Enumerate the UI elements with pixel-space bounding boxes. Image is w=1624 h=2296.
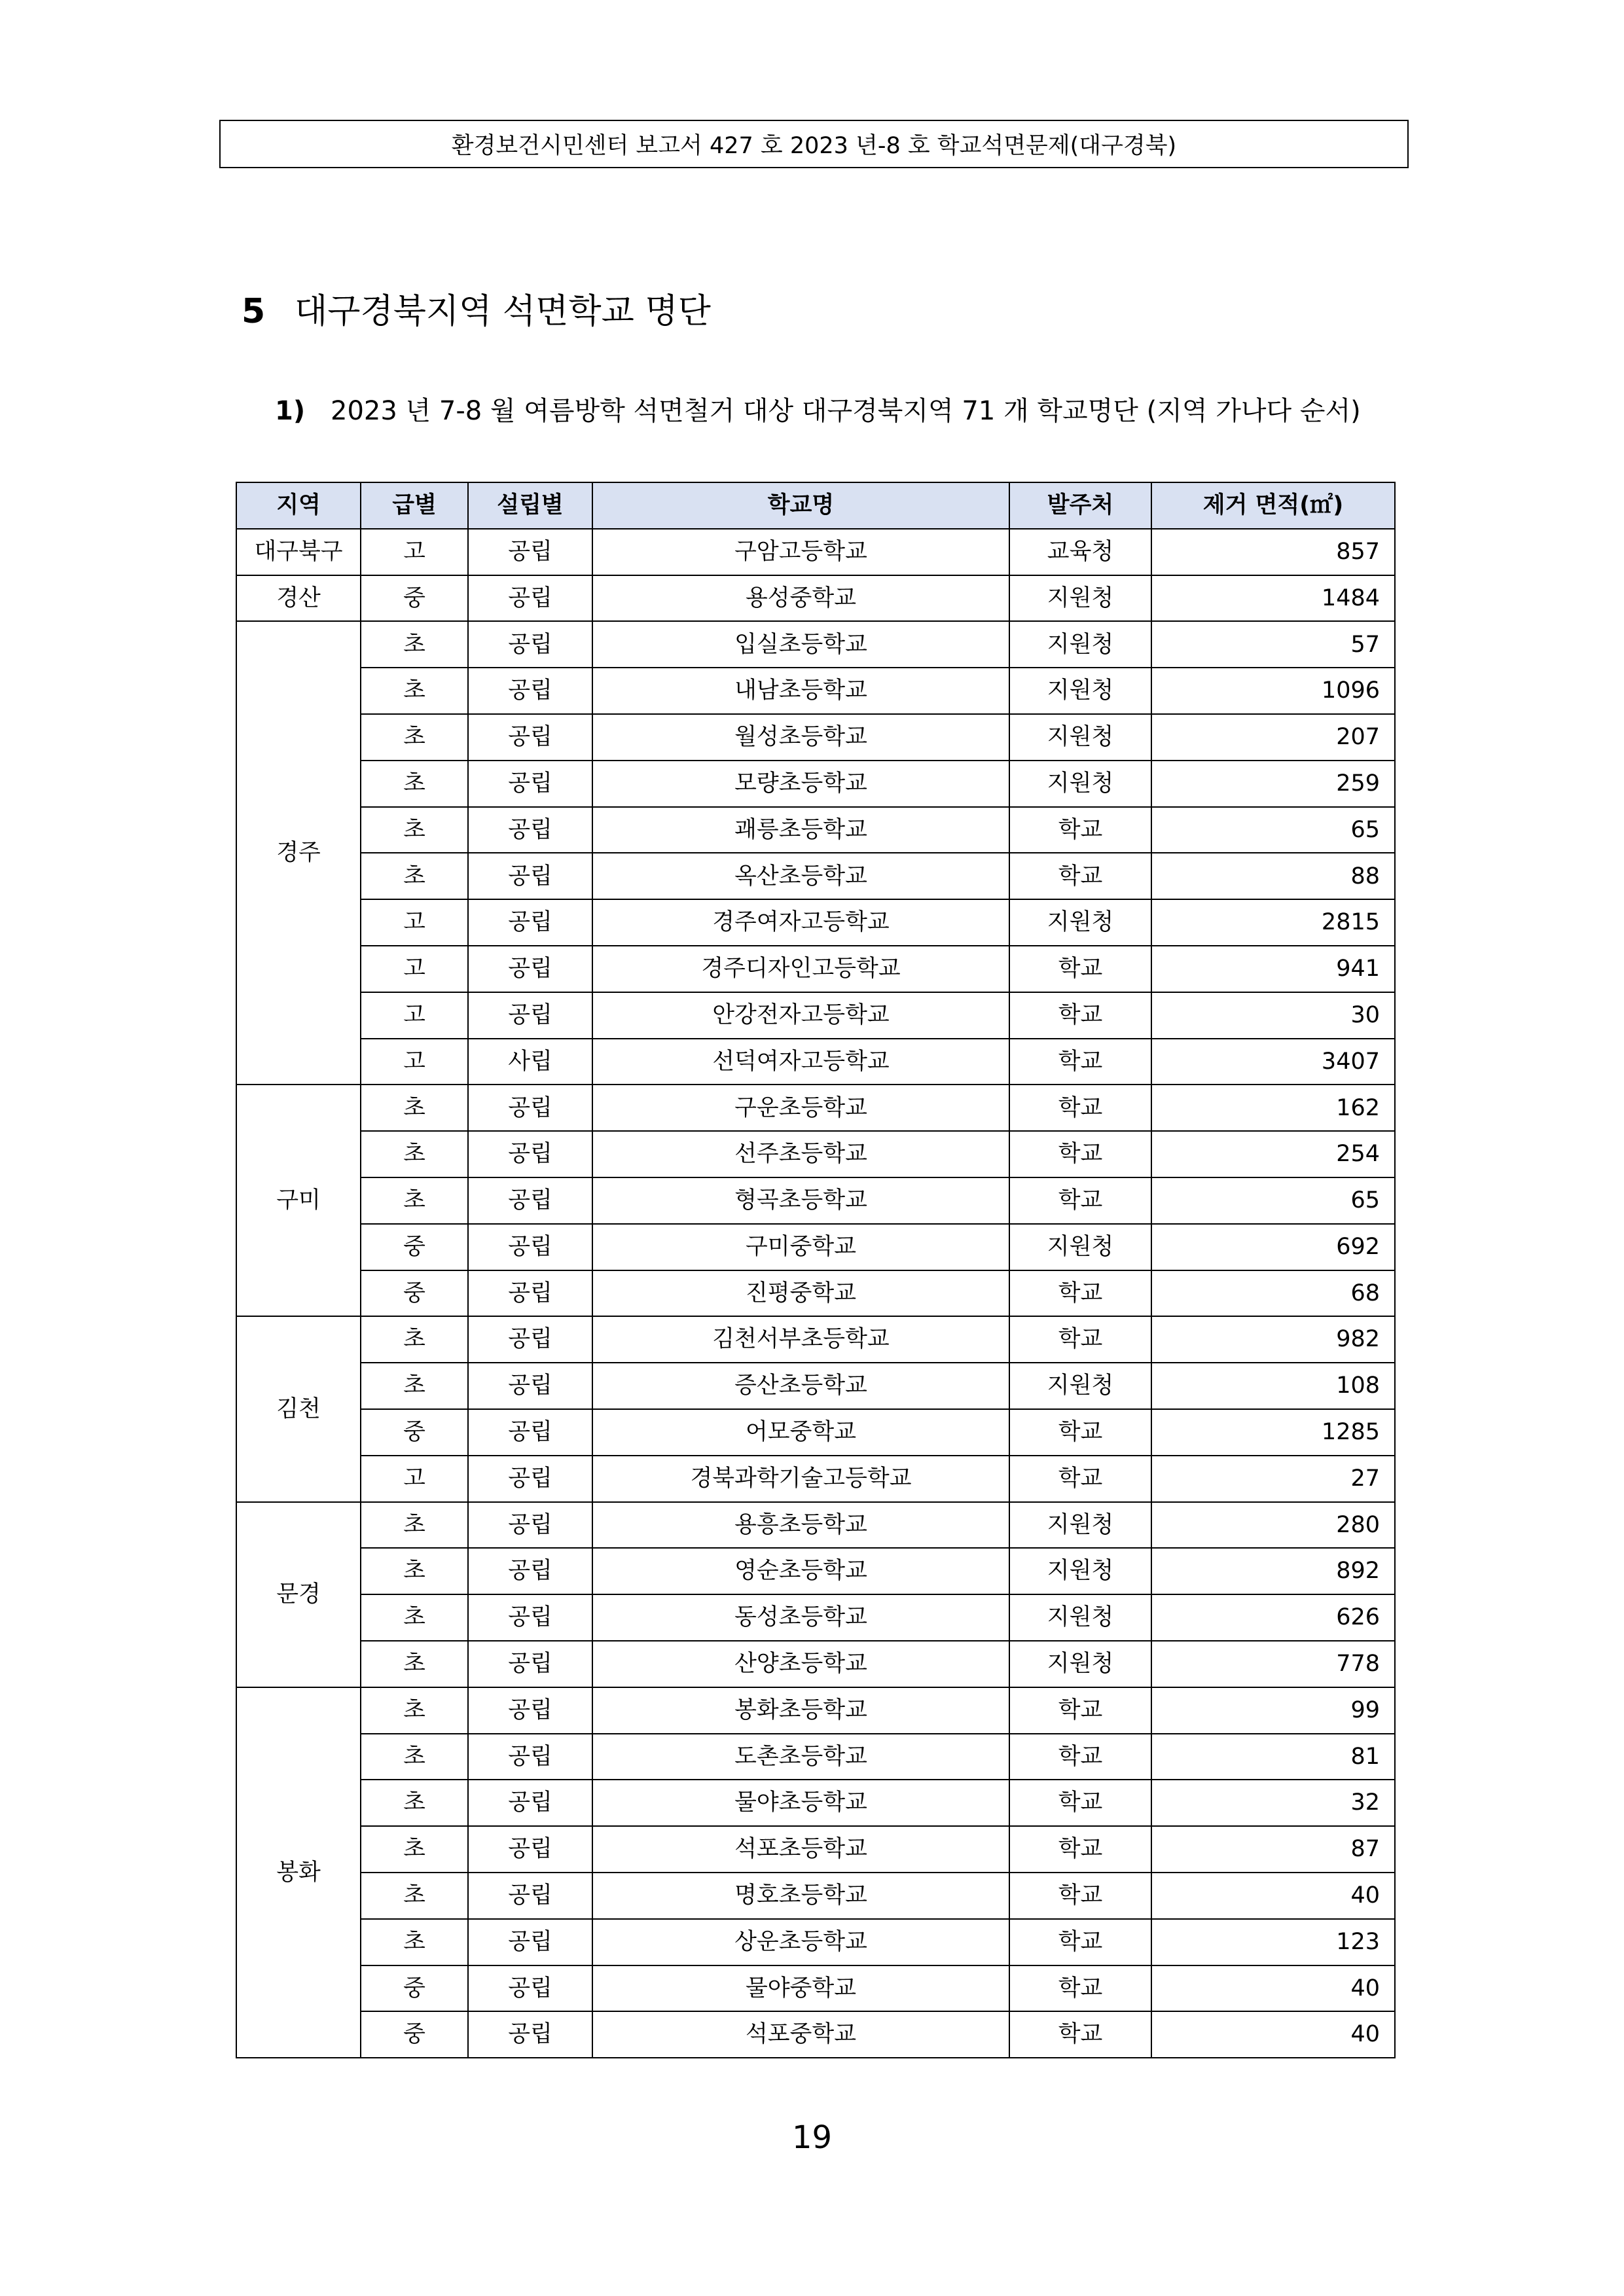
region-cell: 경주 <box>236 621 361 1085</box>
level-cell: 고 <box>361 899 468 946</box>
school-name-cell: 산양초등학교 <box>592 1641 1009 1687</box>
area-cell: 941 <box>1151 946 1395 992</box>
founding-cell: 공립 <box>468 1919 592 1965</box>
table-row <box>236 761 1395 807</box>
region-cell: 구미 <box>236 1085 361 1316</box>
founding-cell: 사립 <box>468 1039 592 1085</box>
school-name-cell: 경주디자인고등학교 <box>592 946 1009 992</box>
orderer-cell: 지원청 <box>1009 899 1151 946</box>
table-row <box>236 1826 1395 1873</box>
table-row <box>236 1734 1395 1780</box>
table-row <box>236 1641 1395 1687</box>
orderer-cell: 학교 <box>1009 1965 1151 2012</box>
area-cell: 40 <box>1151 1873 1395 1919</box>
area-cell: 27 <box>1151 1456 1395 1502</box>
area-cell: 40 <box>1151 2011 1395 2058</box>
area-cell: 99 <box>1151 1687 1395 1734</box>
orderer-cell: 학교 <box>1009 1919 1151 1965</box>
level-cell: 중 <box>361 1270 468 1317</box>
orderer-cell: 학교 <box>1009 2011 1151 2058</box>
founding-cell: 공립 <box>468 714 592 761</box>
school-name-cell: 동성초등학교 <box>592 1594 1009 1641</box>
area-cell: 857 <box>1151 529 1395 575</box>
region-cell: 봉화 <box>236 1687 361 2058</box>
area-cell: 162 <box>1151 1085 1395 1131</box>
area-cell: 3407 <box>1151 1039 1395 1085</box>
area-cell: 88 <box>1151 853 1395 899</box>
table-row <box>236 1965 1395 2012</box>
level-cell: 초 <box>361 1594 468 1641</box>
founding-cell: 공립 <box>468 1641 592 1687</box>
orderer-cell: 학교 <box>1009 1177 1151 1224</box>
level-cell: 고 <box>361 992 468 1039</box>
table-row <box>236 1177 1395 1224</box>
table-row <box>236 1780 1395 1826</box>
table-row <box>236 1224 1395 1270</box>
level-cell: 초 <box>361 621 468 668</box>
report-header-text: 환경보건시민센터 보고서 427 호 2023 년-8 호 학교석면문제(대구경북) <box>451 133 1177 159</box>
table-row <box>236 1131 1395 1177</box>
orderer-cell: 지원청 <box>1009 1641 1151 1687</box>
area-cell: 626 <box>1151 1594 1395 1641</box>
school-name-cell: 형곡초등학교 <box>592 1177 1009 1224</box>
orderer-cell: 학교 <box>1009 1873 1151 1919</box>
orderer-cell: 지원청 <box>1009 714 1151 761</box>
column-header-level: 급별 <box>361 482 468 529</box>
level-cell: 중 <box>361 1965 468 2012</box>
school-table <box>236 482 1396 2058</box>
area-cell: 68 <box>1151 1270 1395 1317</box>
area-cell: 2815 <box>1151 899 1395 946</box>
level-cell: 초 <box>361 1131 468 1177</box>
orderer-cell: 지원청 <box>1009 1224 1151 1270</box>
founding-cell: 공립 <box>468 575 592 622</box>
orderer-cell: 학교 <box>1009 1826 1151 1873</box>
area-cell: 32 <box>1151 1780 1395 1826</box>
orderer-cell: 교육청 <box>1009 529 1151 575</box>
section-title: 대구경북지역 석면학교 명단 <box>295 292 711 331</box>
level-cell: 초 <box>361 1687 468 1734</box>
area-cell: 1096 <box>1151 668 1395 714</box>
area-cell: 108 <box>1151 1363 1395 1409</box>
school-name-cell: 입실초등학교 <box>592 621 1009 668</box>
area-cell: 87 <box>1151 1826 1395 1873</box>
founding-cell: 공립 <box>468 1548 592 1594</box>
orderer-cell: 학교 <box>1009 807 1151 853</box>
table-body <box>236 529 1395 2058</box>
level-cell: 중 <box>361 2011 468 2058</box>
founding-cell: 공립 <box>468 1224 592 1270</box>
founding-cell: 공립 <box>468 1594 592 1641</box>
level-cell: 초 <box>361 1641 468 1687</box>
school-name-cell: 안강전자고등학교 <box>592 992 1009 1039</box>
region-cell: 경산 <box>236 575 361 622</box>
level-cell: 중 <box>361 1409 468 1456</box>
table-row <box>236 1502 1395 1549</box>
founding-cell: 공립 <box>468 1177 592 1224</box>
school-name-cell: 물야초등학교 <box>592 1780 1009 1826</box>
school-name-cell: 증산초등학교 <box>592 1363 1009 1409</box>
school-name-cell: 영순초등학교 <box>592 1548 1009 1594</box>
school-name-cell: 물야중학교 <box>592 1965 1009 2012</box>
orderer-cell: 지원청 <box>1009 1548 1151 1594</box>
level-cell: 중 <box>361 575 468 622</box>
table-row <box>236 1039 1395 1085</box>
level-cell: 고 <box>361 1456 468 1502</box>
level-cell: 초 <box>361 668 468 714</box>
table-row <box>236 668 1395 714</box>
school-name-cell: 도촌초등학교 <box>592 1734 1009 1780</box>
founding-cell: 공립 <box>468 1316 592 1363</box>
orderer-cell: 지원청 <box>1009 621 1151 668</box>
region-cell: 대구북구 <box>236 529 361 575</box>
founding-cell: 공립 <box>468 1456 592 1502</box>
orderer-cell: 학교 <box>1009 1270 1151 1317</box>
level-cell: 고 <box>361 946 468 992</box>
founding-cell: 공립 <box>468 2011 592 2058</box>
subsection-number: 1) <box>275 396 306 426</box>
orderer-cell: 학교 <box>1009 1409 1151 1456</box>
orderer-cell: 학교 <box>1009 1316 1151 1363</box>
area-cell: 692 <box>1151 1224 1395 1270</box>
area-cell: 30 <box>1151 992 1395 1039</box>
founding-cell: 공립 <box>468 1826 592 1873</box>
table-row <box>236 1085 1395 1131</box>
table-row <box>236 946 1395 992</box>
area-cell: 1484 <box>1151 575 1395 622</box>
founding-cell: 공립 <box>468 1502 592 1549</box>
area-cell: 982 <box>1151 1316 1395 1363</box>
level-cell: 초 <box>361 1919 468 1965</box>
area-cell: 57 <box>1151 621 1395 668</box>
column-header-area: 제거 면적(㎡) <box>1151 482 1395 529</box>
level-cell: 초 <box>361 1177 468 1224</box>
school-name-cell: 용흥초등학교 <box>592 1502 1009 1549</box>
table-row <box>236 1456 1395 1502</box>
orderer-cell: 학교 <box>1009 1687 1151 1734</box>
table-row <box>236 1919 1395 1965</box>
level-cell: 초 <box>361 1502 468 1549</box>
orderer-cell: 학교 <box>1009 853 1151 899</box>
level-cell: 초 <box>361 807 468 853</box>
area-cell: 81 <box>1151 1734 1395 1780</box>
region-cell: 문경 <box>236 1502 361 1687</box>
founding-cell: 공립 <box>468 1409 592 1456</box>
founding-cell: 공립 <box>468 1363 592 1409</box>
level-cell: 초 <box>361 1780 468 1826</box>
level-cell: 고 <box>361 529 468 575</box>
area-cell: 259 <box>1151 761 1395 807</box>
table-header <box>236 482 1395 529</box>
column-header-founding: 설립별 <box>468 482 592 529</box>
orderer-cell: 학교 <box>1009 946 1151 992</box>
column-header-region: 지역 <box>236 482 361 529</box>
table-row <box>236 899 1395 946</box>
table-row <box>236 575 1395 622</box>
orderer-cell: 지원청 <box>1009 1363 1151 1409</box>
level-cell: 초 <box>361 1085 468 1131</box>
founding-cell: 공립 <box>468 946 592 992</box>
founding-cell: 공립 <box>468 807 592 853</box>
school-name-cell: 경주여자고등학교 <box>592 899 1009 946</box>
founding-cell: 공립 <box>468 1270 592 1317</box>
table-row <box>236 1594 1395 1641</box>
level-cell: 고 <box>361 1039 468 1085</box>
school-name-cell: 경북과학기술고등학교 <box>592 1456 1009 1502</box>
area-cell: 254 <box>1151 1131 1395 1177</box>
table-row <box>236 621 1395 668</box>
table-row <box>236 1687 1395 1734</box>
orderer-cell: 학교 <box>1009 1780 1151 1826</box>
orderer-cell: 학교 <box>1009 1131 1151 1177</box>
level-cell: 초 <box>361 1734 468 1780</box>
orderer-cell: 지원청 <box>1009 668 1151 714</box>
orderer-cell: 지원청 <box>1009 1594 1151 1641</box>
founding-cell: 공립 <box>468 621 592 668</box>
founding-cell: 공립 <box>468 1965 592 2012</box>
founding-cell: 공립 <box>468 992 592 1039</box>
level-cell: 초 <box>361 853 468 899</box>
orderer-cell: 학교 <box>1009 1085 1151 1131</box>
table-row <box>236 853 1395 899</box>
school-name-cell: 봉화초등학교 <box>592 1687 1009 1734</box>
founding-cell: 공립 <box>468 761 592 807</box>
school-name-cell: 용성중학교 <box>592 575 1009 622</box>
table-row <box>236 807 1395 853</box>
table-row <box>236 1548 1395 1594</box>
orderer-cell: 학교 <box>1009 1039 1151 1085</box>
orderer-cell: 학교 <box>1009 1456 1151 1502</box>
report-header-box <box>219 120 1409 168</box>
founding-cell: 공립 <box>468 1780 592 1826</box>
level-cell: 초 <box>361 1316 468 1363</box>
area-cell: 778 <box>1151 1641 1395 1687</box>
level-cell: 초 <box>361 1363 468 1409</box>
founding-cell: 공립 <box>468 1734 592 1780</box>
school-name-cell: 괘릉초등학교 <box>592 807 1009 853</box>
page-number: 19 <box>791 2119 833 2156</box>
subsection-heading <box>275 387 1377 435</box>
founding-cell: 공립 <box>468 1687 592 1734</box>
level-cell: 초 <box>361 761 468 807</box>
founding-cell: 공립 <box>468 668 592 714</box>
founding-cell: 공립 <box>468 1085 592 1131</box>
orderer-cell: 지원청 <box>1009 761 1151 807</box>
orderer-cell: 학교 <box>1009 992 1151 1039</box>
level-cell: 초 <box>361 1826 468 1873</box>
school-name-cell: 구암고등학교 <box>592 529 1009 575</box>
school-name-cell: 월성초등학교 <box>592 714 1009 761</box>
founding-cell: 공립 <box>468 1873 592 1919</box>
area-cell: 40 <box>1151 1965 1395 2012</box>
school-name-cell: 선주초등학교 <box>592 1131 1009 1177</box>
table-row <box>236 1409 1395 1456</box>
founding-cell: 공립 <box>468 899 592 946</box>
school-name-cell: 구운초등학교 <box>592 1085 1009 1131</box>
founding-cell: 공립 <box>468 1131 592 1177</box>
area-cell: 123 <box>1151 1919 1395 1965</box>
area-cell: 207 <box>1151 714 1395 761</box>
region-cell: 김천 <box>236 1316 361 1501</box>
founding-cell: 공립 <box>468 529 592 575</box>
table-row <box>236 2011 1395 2058</box>
school-name-cell: 구미중학교 <box>592 1224 1009 1270</box>
level-cell: 초 <box>361 1873 468 1919</box>
school-name-cell: 진평중학교 <box>592 1270 1009 1317</box>
area-cell: 65 <box>1151 807 1395 853</box>
section-number: 5 <box>242 292 266 331</box>
area-cell: 65 <box>1151 1177 1395 1224</box>
table-row <box>236 1873 1395 1919</box>
school-name-cell: 선덕여자고등학교 <box>592 1039 1009 1085</box>
level-cell: 초 <box>361 714 468 761</box>
school-name-cell: 상운초등학교 <box>592 1919 1009 1965</box>
column-header-school-name: 학교명 <box>592 482 1009 529</box>
school-name-cell: 어모중학교 <box>592 1409 1009 1456</box>
table-row <box>236 1363 1395 1409</box>
table-row <box>236 1316 1395 1363</box>
area-cell: 1285 <box>1151 1409 1395 1456</box>
column-header-orderer: 발주처 <box>1009 482 1151 529</box>
table-row <box>236 992 1395 1039</box>
orderer-cell: 지원청 <box>1009 575 1151 622</box>
orderer-cell: 지원청 <box>1009 1502 1151 1549</box>
area-cell: 280 <box>1151 1502 1395 1549</box>
school-name-cell: 석포초등학교 <box>592 1826 1009 1873</box>
table-row <box>236 714 1395 761</box>
school-name-cell: 김천서부초등학교 <box>592 1316 1009 1363</box>
level-cell: 중 <box>361 1224 468 1270</box>
area-cell: 892 <box>1151 1548 1395 1594</box>
level-cell: 초 <box>361 1548 468 1594</box>
school-name-cell: 석포중학교 <box>592 2011 1009 2058</box>
founding-cell: 공립 <box>468 853 592 899</box>
subsection-text: 2023 년 7-8 월 여름방학 석면철거 대상 대구경북지역 71 개 학교명단 (지역 가나다 순서) <box>331 396 1361 426</box>
school-name-cell: 내남초등학교 <box>592 668 1009 714</box>
school-name-cell: 모량초등학교 <box>592 761 1009 807</box>
table-row <box>236 1270 1395 1317</box>
school-name-cell: 명호초등학교 <box>592 1873 1009 1919</box>
school-name-cell: 옥산초등학교 <box>592 853 1009 899</box>
table-header-row <box>236 482 1395 529</box>
section-heading <box>242 291 711 332</box>
table-row <box>236 529 1395 575</box>
orderer-cell: 학교 <box>1009 1734 1151 1780</box>
